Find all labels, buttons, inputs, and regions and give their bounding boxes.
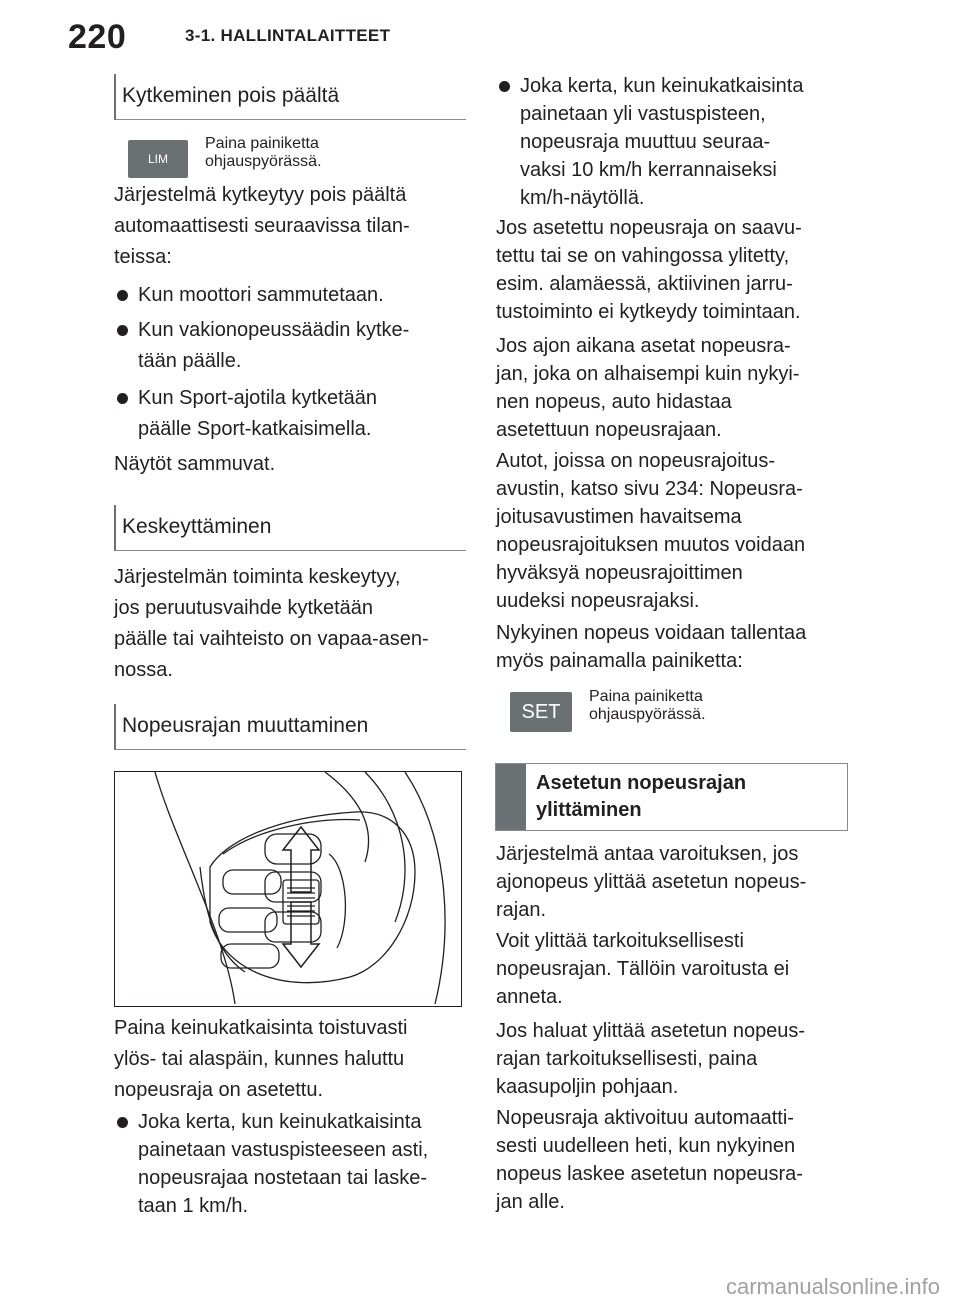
text-line: Jos ajon aikana asetat nopeusra- xyxy=(496,335,791,357)
text-line: automaattisesti seuraavissa tilan- xyxy=(114,215,410,237)
section-heading-off xyxy=(114,74,466,120)
text-line: kaasupoljin pohjaan. xyxy=(496,1076,679,1098)
text-line: painetaan yli vastuspisteen, xyxy=(520,103,766,125)
text-line: nopeusraja muuttuu seuraa- xyxy=(520,131,771,153)
text-line: päälle tai vaihteisto on vapaa-asen- xyxy=(114,628,429,650)
list-item xyxy=(114,315,466,377)
text-line: jan alle. xyxy=(496,1191,565,1213)
set-button-label: SET xyxy=(521,700,561,723)
list-item xyxy=(114,1108,466,1220)
text-line: Joka kerta, kun keinukatkaisinta xyxy=(520,75,804,97)
text-line: tustoiminto ei kytkeydy toimintaan. xyxy=(496,301,801,323)
lim-button-note xyxy=(205,135,322,171)
text-line: nopeusrajan. Tällöin varoitusta ei xyxy=(496,958,790,980)
pause-paragraph xyxy=(114,562,466,686)
text-line: Voit ylittää tarkoituksellisesti xyxy=(496,930,744,952)
text-line: taan 1 km/h. xyxy=(138,1195,249,1217)
set-note-line: ohjauspyörässä. xyxy=(589,706,706,723)
section-heading-change xyxy=(114,704,466,750)
text-line: sesti uudelleen heti, kun nykyinen xyxy=(496,1135,796,1157)
change-paragraph xyxy=(114,1013,466,1106)
text-line: nossa. xyxy=(114,659,173,681)
text-line: Kun vakionopeussäädin kytke- xyxy=(138,319,410,341)
text-line: Jos haluat ylittää asetetun nopeus- xyxy=(496,1020,806,1042)
warning-bar xyxy=(496,764,526,830)
text-line: ajonopeus ylittää asetetun nopeus- xyxy=(496,871,807,893)
text-line: ylös- tai alaspäin, kunnes haluttu xyxy=(114,1048,405,1070)
text-line: anneta. xyxy=(496,986,563,1008)
text-line: painetaan vastuspisteeseen asti, xyxy=(138,1139,429,1161)
lower-limit-paragraph xyxy=(496,332,848,444)
store-paragraph xyxy=(496,619,848,675)
text-line: uudeksi nopeusrajaksi. xyxy=(496,590,700,612)
text-line: nopeusrajoituksen muutos voidaan xyxy=(496,534,806,556)
text-line: Nopeusraja aktivoituu automaatti- xyxy=(496,1107,794,1129)
displays-off-text: Näytöt sammuvat. xyxy=(114,453,276,475)
watermark: carmanualsonline.info xyxy=(725,1274,940,1299)
text-line: Järjestelmä antaa varoituksen, jos xyxy=(496,843,799,865)
text-line: asetettuun nopeusrajaan. xyxy=(496,419,722,441)
text-line: vaksi 10 km/h kerrannaiseksi xyxy=(520,159,777,181)
section-heading-off-text: Kytkeminen pois päältä xyxy=(122,84,340,107)
text-line: tään päälle. xyxy=(138,350,242,372)
list-item xyxy=(114,383,466,445)
text-line: jan, joka on alhaisempi kuin nykyi- xyxy=(496,363,800,385)
text-line: rajan tarkoituksellisesti, paina xyxy=(496,1048,758,1070)
text-line: Järjestelmä kytkeytyy pois päältä xyxy=(114,184,407,206)
text-line: Joka kerta, kun keinukatkaisinta xyxy=(138,1111,422,1133)
text-line: nopeusrajaa nostetaan tai laske- xyxy=(138,1167,428,1189)
section-heading-pause-text: Keskeyttäminen xyxy=(122,515,272,538)
text-line: rajan. xyxy=(496,899,547,921)
chapter-title: 3-1. HALLINTALAITTEET xyxy=(185,26,391,45)
text-line: joitusavustimen havaitsema xyxy=(496,506,742,528)
text-line: teissa: xyxy=(114,246,172,268)
text-line: Kun Sport-ajotila kytketään xyxy=(138,387,378,409)
text-line: avustin, katso sivu 234: Nopeusra- xyxy=(496,478,803,500)
text-line: Järjestelmän toiminta keskeytyy, xyxy=(114,566,401,588)
text-line: ylittäminen xyxy=(536,799,642,821)
list-item xyxy=(496,72,848,212)
text-line: Asetetun nopeusrajan xyxy=(536,772,747,794)
text-line: jos peruutusvaihde kytketään xyxy=(114,597,374,619)
set-button-note xyxy=(589,688,706,724)
text-line: nen nopeus, auto hidastaa xyxy=(496,391,732,413)
text-line: Nykyinen nopeus voidaan tallentaa xyxy=(496,622,807,644)
exceeded-paragraph xyxy=(496,214,848,326)
text-line: Kun moottori sammutetaan. xyxy=(138,284,384,306)
steering-wheel-illustration xyxy=(115,772,460,1005)
lim-button-label: LIM xyxy=(147,152,168,166)
set-button-icon xyxy=(510,692,572,732)
text-line: päälle Sport-katkaisimella. xyxy=(138,418,372,440)
lim-note-line: ohjauspyörässä. xyxy=(205,153,322,170)
lim-button-icon xyxy=(128,140,188,178)
text-line: nopeus laskee asetetun nopeusra- xyxy=(496,1163,803,1185)
intent-paragraph xyxy=(496,927,848,1011)
warning-box xyxy=(495,763,848,831)
text-line: Autot, joissa on nopeusrajoitus- xyxy=(496,450,776,472)
text-line: nopeusraja on asetettu. xyxy=(114,1079,324,1101)
text-line: Jos asetettu nopeusraja on saavu- xyxy=(496,217,802,239)
page-number: 220 xyxy=(68,18,127,56)
warn-paragraph xyxy=(496,840,848,924)
off-paragraph xyxy=(114,180,466,273)
steering-switch-figure xyxy=(114,771,462,1007)
text-line: hyväksyä nopeusrajoittimen xyxy=(496,562,743,584)
warning-title xyxy=(536,770,836,824)
section-heading-change-text: Nopeusrajan muuttaminen xyxy=(122,714,369,737)
reactivate-paragraph xyxy=(496,1104,848,1216)
section-heading-pause xyxy=(114,505,466,551)
text-line: tettu tai se on vahingossa ylitetty, xyxy=(496,245,790,267)
set-note-line: Paina painiketta xyxy=(589,688,703,705)
text-line: myös painamalla painiketta: xyxy=(496,650,743,672)
kickdown-paragraph xyxy=(496,1017,848,1101)
text-line: Paina keinukatkaisinta toistuvasti xyxy=(114,1017,408,1039)
text-line: km/h-näytöllä. xyxy=(520,187,645,209)
lim-note-line: Paina painiketta xyxy=(205,135,319,152)
assist-paragraph xyxy=(496,447,848,615)
list-item xyxy=(114,280,466,311)
text-line: esim. alamäessä, aktiivinen jarru- xyxy=(496,273,793,295)
